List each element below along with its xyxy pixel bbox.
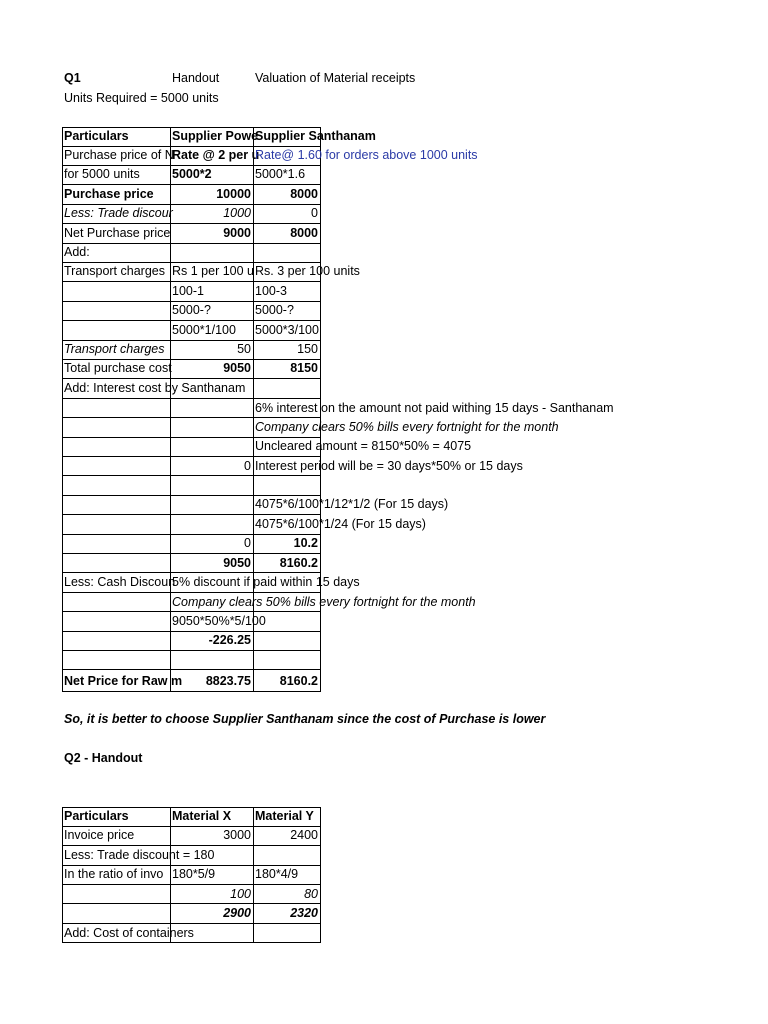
table-cell: 100-3 bbox=[255, 284, 287, 298]
table-cell: 10000 bbox=[216, 187, 251, 201]
table-cell: Total purchase cost bbox=[64, 361, 172, 375]
table-cell: Less: Trade discount = 180 bbox=[64, 848, 215, 862]
table-cell: Add: bbox=[64, 245, 90, 259]
table-cell: 5% discount if paid within 15 days bbox=[172, 575, 360, 589]
table-cell: 0 bbox=[311, 206, 318, 220]
table-cell: 2320 bbox=[290, 906, 318, 920]
table-cell: 5000-? bbox=[172, 303, 211, 317]
table-cell: 50 bbox=[237, 342, 251, 356]
table-cell: 5000*2 bbox=[172, 167, 212, 181]
table-cell: 2400 bbox=[290, 828, 318, 842]
table-cell: 10.2 bbox=[293, 536, 318, 550]
table-cell: 180*5/9 bbox=[172, 867, 216, 881]
table-cell: Rs. 3 per 100 units bbox=[255, 264, 360, 278]
table2-header-material-y: Material Y bbox=[255, 809, 314, 823]
table-cell: 8160.2 bbox=[279, 674, 318, 688]
q2-title: Q2 - Handout bbox=[64, 751, 143, 765]
table-cell: Purchase price bbox=[64, 187, 154, 201]
q1-label: Q1 bbox=[64, 71, 81, 85]
table-cell: 9050*50%*5/100 bbox=[172, 614, 266, 628]
table-cell: 6% interest on the amount not paid withing 15 days - Santhanam bbox=[255, 401, 614, 415]
units-required: Units Required = 5000 units bbox=[64, 91, 219, 105]
table-cell: 3000 bbox=[223, 828, 251, 842]
table-cell: 5000*1.6 bbox=[255, 167, 306, 181]
table-cell: 100-1 bbox=[172, 284, 204, 298]
table-cell: 4075*6/100*1/24 (For 15 days) bbox=[255, 517, 426, 531]
table1-header-particulars: Particulars bbox=[64, 129, 129, 143]
table-cell: 150 bbox=[297, 342, 318, 356]
table-cell: Less: Cash Discoun bbox=[64, 575, 176, 589]
table-cell: Rs 1 per 100 u bbox=[172, 264, 254, 278]
table-cell: 8160.2 bbox=[279, 556, 318, 570]
table-cell: 5000-? bbox=[255, 303, 294, 317]
table-cell: 9050 bbox=[223, 556, 251, 570]
table-cell: Net Price for Raw m bbox=[64, 674, 183, 688]
table1-header-supplier-2: Supplier Santhanam bbox=[255, 129, 376, 143]
table-cell: 8823.75 bbox=[205, 674, 251, 688]
table-cell: 8150 bbox=[290, 361, 318, 375]
table-cell: 2900 bbox=[223, 906, 251, 920]
table2-header-particulars: Particulars bbox=[64, 809, 129, 823]
table-cell: Company clears 50% bills every fortnight for the month bbox=[172, 595, 476, 609]
table-cell: Rate@ 1.60 for orders above 1000 units bbox=[255, 148, 478, 162]
table-cell: 4075*6/100*1/12*1/2 (For 15 days) bbox=[255, 497, 449, 511]
table-cell: 8000 bbox=[290, 187, 318, 201]
page-title: Valuation of Material receipts bbox=[255, 71, 416, 85]
table1-header-supplier-1: Supplier Powe bbox=[172, 129, 259, 143]
table-cell: Add: Cost of containers bbox=[64, 926, 194, 940]
table-cell: Net Purchase price bbox=[64, 226, 171, 240]
table-cell: Rate @ 2 per u bbox=[172, 148, 260, 162]
table-cell: -226.25 bbox=[208, 633, 251, 647]
handout-label: Handout bbox=[172, 71, 220, 85]
table-cell: 5000*1/100 bbox=[172, 323, 236, 337]
table-cell: Less: Trade discour bbox=[64, 206, 173, 220]
table-cell: 100 bbox=[230, 887, 251, 901]
table-cell: 9000 bbox=[223, 226, 251, 240]
table-cell: Interest period will be = 30 days*50% or 15 days bbox=[255, 459, 523, 473]
table-cell: Invoice price bbox=[64, 828, 135, 842]
table-cell: 80 bbox=[304, 887, 318, 901]
table-cell: Add: Interest cost by Santhanam bbox=[64, 381, 246, 395]
table2-header-material-x: Material X bbox=[172, 809, 232, 823]
table-cell: Uncleared amount = 8150*50% = 4075 bbox=[255, 439, 472, 453]
table-cell: Company clears 50% bills every fortnight for the month bbox=[255, 420, 559, 434]
conclusion-text: So, it is better to choose Supplier Santhanam since the cost of Purchase is lower bbox=[64, 712, 546, 726]
table-cell: 1000 bbox=[223, 206, 251, 220]
table-cell: 9050 bbox=[223, 361, 251, 375]
table-cell: Transport charges bbox=[64, 342, 165, 356]
table-cell: In the ratio of invo bbox=[64, 867, 164, 881]
table-cell: 0 bbox=[244, 536, 251, 550]
table-cell: for 5000 units bbox=[64, 167, 140, 181]
table-cell: 8000 bbox=[290, 226, 318, 240]
table-cell: 180*4/9 bbox=[255, 867, 299, 881]
table-cell: 5000*3/100 bbox=[255, 323, 319, 337]
table-cell: 0 bbox=[244, 459, 251, 473]
table-cell: Transport charges bbox=[64, 264, 165, 278]
table-cell: Purchase price of N bbox=[64, 148, 174, 162]
